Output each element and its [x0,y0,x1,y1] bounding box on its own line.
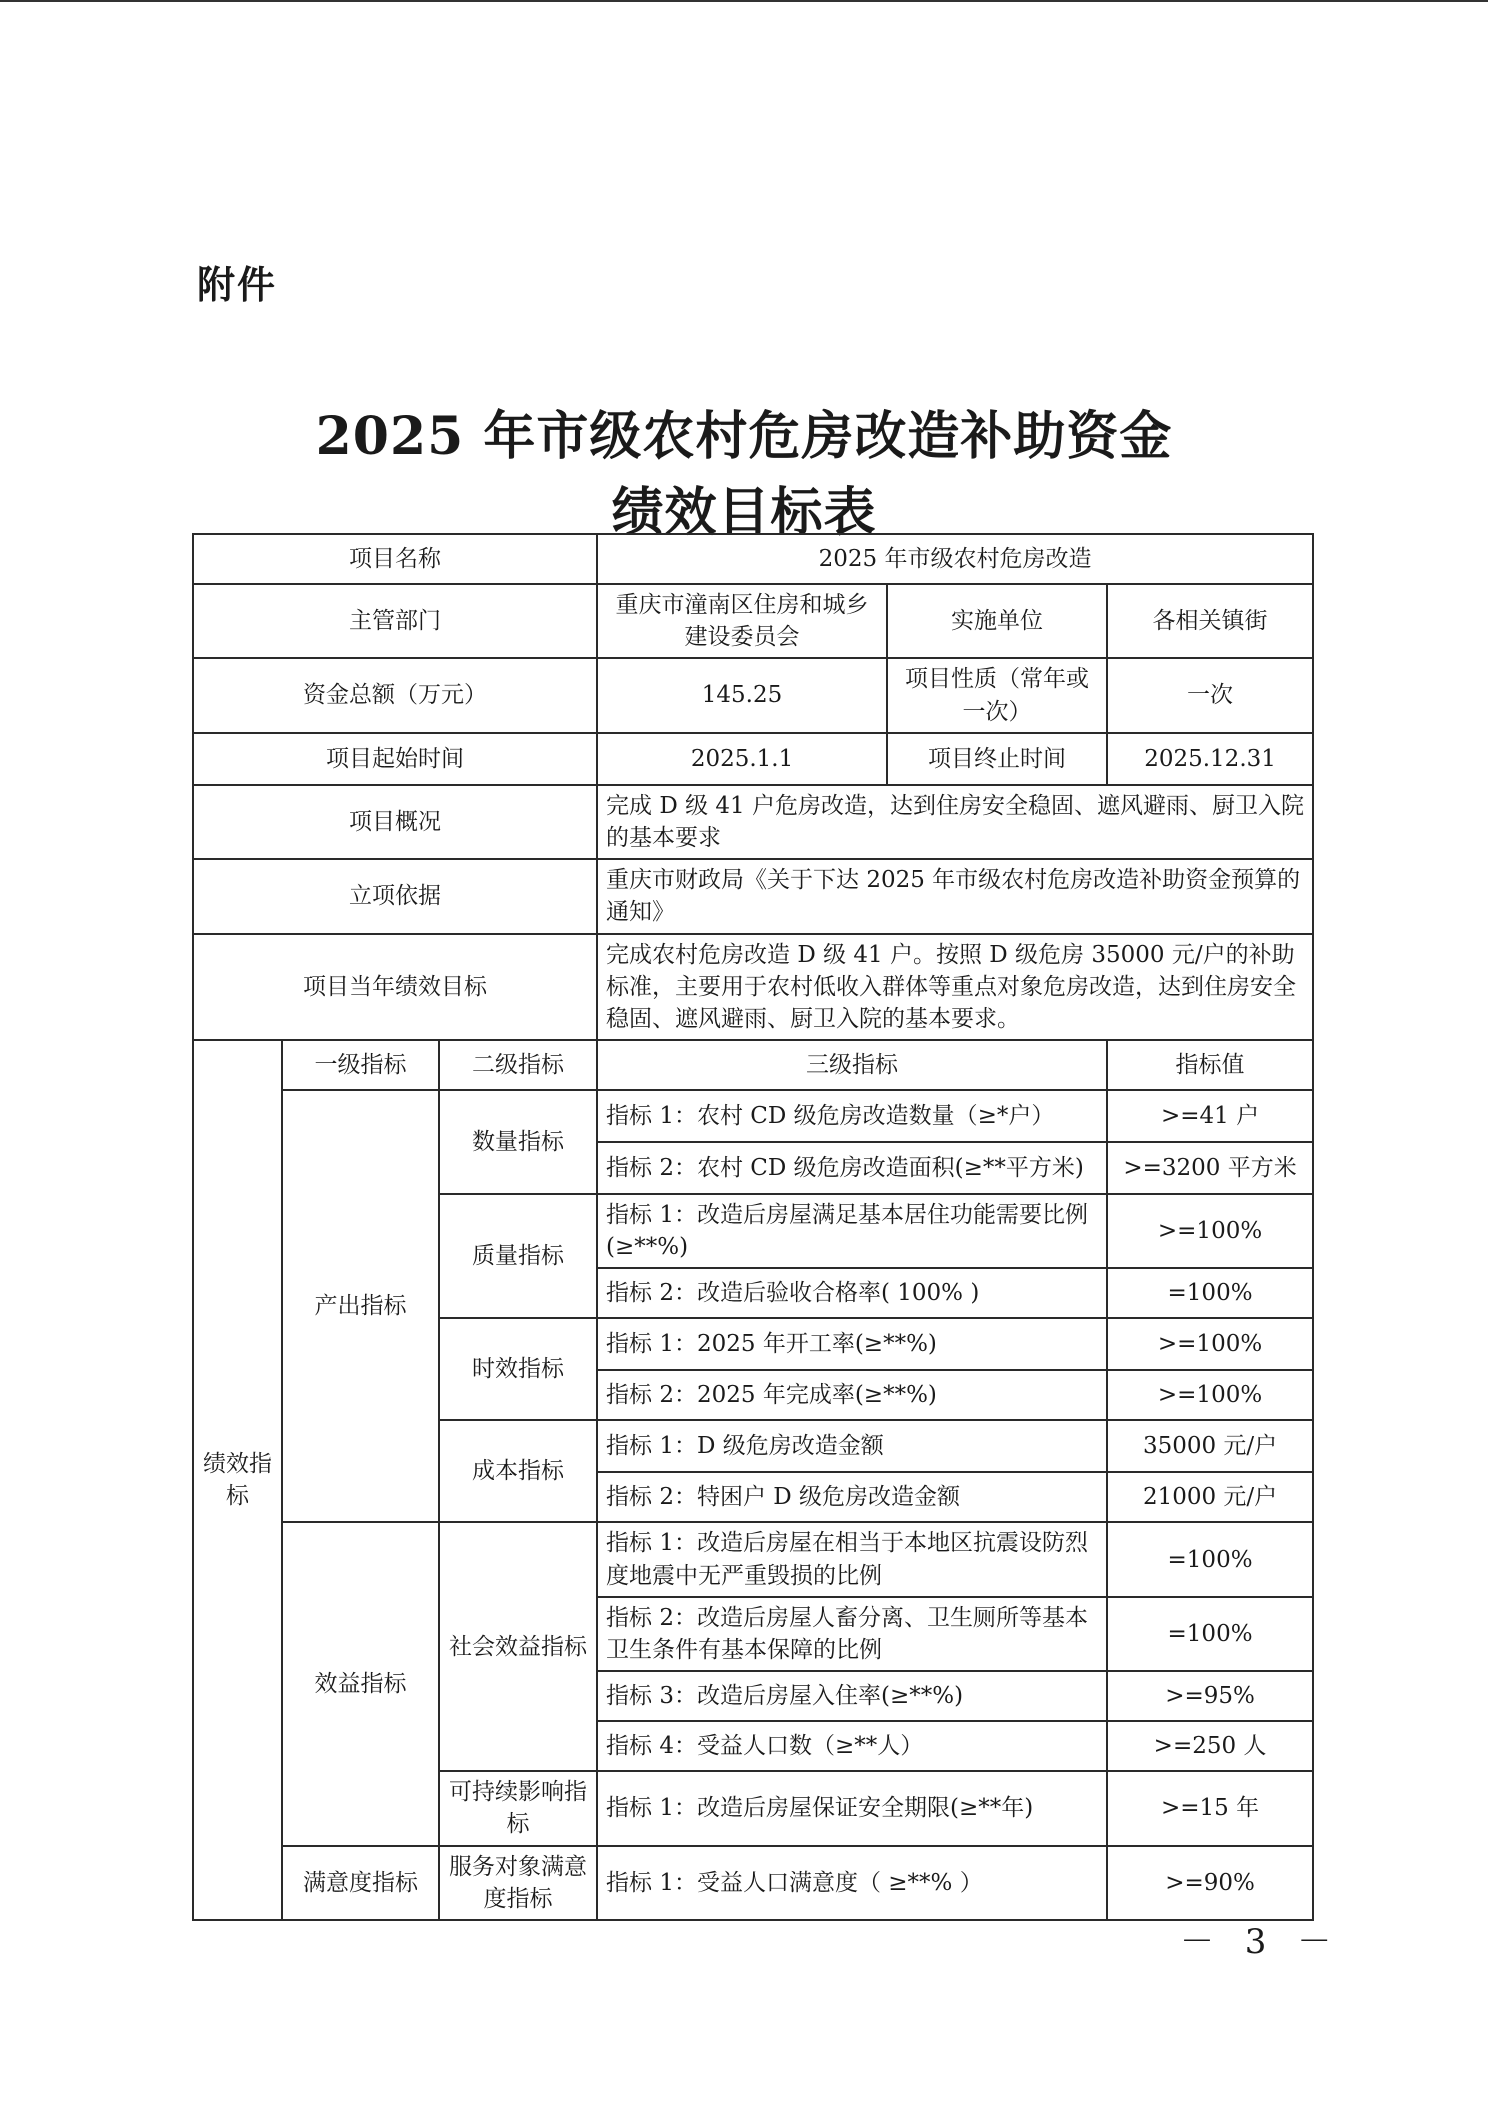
sustainability-value-1: >=15 年 [1107,1771,1313,1845]
social-value-2: =100% [1107,1597,1313,1671]
impl-label: 实施单位 [887,584,1107,658]
quantity-value-1: >=41 户 [1107,1090,1313,1142]
social-value-3: >=95% [1107,1671,1313,1721]
header-level1: 一级指标 [282,1040,439,1090]
document-subtitle: 绩效目标表 [611,482,877,543]
timeliness-indicators: 时效指标 [439,1318,597,1420]
social-item-1: 指标 1：改造后房屋在相当于本地区抗震设防烈度地震中无严重毁损的比例 [597,1522,1107,1596]
service-satisfaction-indicators: 服务对象满意度指标 [439,1846,597,1920]
overview-label: 项目概况 [193,785,597,859]
social-item-2: 指标 2：改造后房屋人畜分离、卫生厕所等基本卫生条件有基本保障的比例 [597,1597,1107,1671]
quality-indicators: 质量指标 [439,1194,597,1318]
timeliness-item-1: 指标 1：2025 年开工率(≥**%) [597,1318,1107,1370]
cost-item-1: 指标 1：D 级危房改造金额 [597,1420,1107,1472]
satisfaction-item-1: 指标 1：受益人口满意度（ ≥**% ） [597,1846,1107,1920]
cost-value-2: 21000 元/户 [1107,1472,1313,1522]
page-number: － 3 － [1180,1922,1342,1962]
timeliness-item-2: 指标 2：2025 年完成率(≥**%) [597,1370,1107,1420]
social-value-4: >=250 人 [1107,1721,1313,1771]
start-label: 项目起始时间 [193,733,597,785]
basis-label: 立项依据 [193,859,597,933]
satisfaction-indicators: 满意度指标 [282,1846,439,1920]
fund-value: 145.25 [597,658,887,732]
sustainability-item-1: 指标 1：改造后房屋保证安全期限(≥**年) [597,1771,1107,1845]
header-level2: 二级指标 [439,1040,597,1090]
quality-item-1: 指标 1：改造后房屋满足基本居住功能需要比例(≥**%) [597,1194,1107,1268]
overview-value: 完成 D 级 41 户危房改造，达到住房安全稳固、遮风避雨、厨卫入院的基本要求 [597,785,1313,859]
social-item-3: 指标 3：改造后房屋入住率(≥**%) [597,1671,1107,1721]
project-name-label: 项目名称 [193,534,597,584]
attachment-label: 附件 [197,263,278,307]
start-value: 2025.1.1 [597,733,887,785]
performance-table [192,533,1314,1921]
end-label: 项目终止时间 [887,733,1107,785]
section-performance-indicators: 绩效指标 [193,1040,282,1920]
top-border [0,0,1488,2]
quality-value-2: =100% [1107,1268,1313,1318]
nature-label: 项目性质（常年或一次） [887,658,1107,732]
quality-item-2: 指标 2：改造后验收合格率( 100% ) [597,1268,1107,1318]
quantity-item-1: 指标 1：农村 CD 级危房改造数量（≥*户） [597,1090,1107,1142]
cost-value-1: 35000 元/户 [1107,1420,1313,1472]
social-benefit-indicators: 社会效益指标 [439,1522,597,1771]
impl-value: 各相关镇街 [1107,584,1313,658]
header-level3: 三级指标 [597,1040,1107,1090]
benefit-indicators: 效益指标 [282,1522,439,1845]
basis-value: 重庆市财政局《关于下达 2025 年市级农村危房改造补助资金预算的通知》 [597,859,1313,933]
timeliness-value-2: >=100% [1107,1370,1313,1420]
goal-label: 项目当年绩效目标 [193,934,597,1041]
quantity-value-2: >=3200 平方米 [1107,1142,1313,1194]
satisfaction-value-1: >=90% [1107,1846,1313,1920]
output-indicators: 产出指标 [282,1090,439,1522]
end-value: 2025.12.31 [1107,733,1313,785]
quantity-item-2: 指标 2：农村 CD 级危房改造面积(≥**平方米) [597,1142,1107,1194]
timeliness-value-1: >=100% [1107,1318,1313,1370]
project-name-value: 2025 年市级农村危房改造 [597,534,1313,584]
quantity-indicators: 数量指标 [439,1090,597,1194]
header-value: 指标值 [1107,1040,1313,1090]
dept-value: 重庆市潼南区住房和城乡建设委员会 [597,584,887,658]
quality-value-1: >=100% [1107,1194,1313,1268]
nature-value: 一次 [1107,658,1313,732]
social-value-1: =100% [1107,1522,1313,1596]
fund-label: 资金总额（万元） [193,658,597,732]
sustainability-indicators: 可持续影响指标 [439,1771,597,1845]
goal-value: 完成农村危房改造 D 级 41 户。按照 D 级危房 35000 元/户的补助标准，主要用于农村低收入群体等重点对象危房改造，达到住房安全稳固、遮风避雨、厨卫入院的基本要求。 [597,934,1313,1041]
dept-label: 主管部门 [193,584,597,658]
document-title: 2025 年市级农村危房改造补助资金 [315,406,1173,467]
social-item-4: 指标 4：受益人口数（≥**人） [597,1721,1107,1771]
cost-item-2: 指标 2：特困户 D 级危房改造金额 [597,1472,1107,1522]
cost-indicators: 成本指标 [439,1420,597,1522]
